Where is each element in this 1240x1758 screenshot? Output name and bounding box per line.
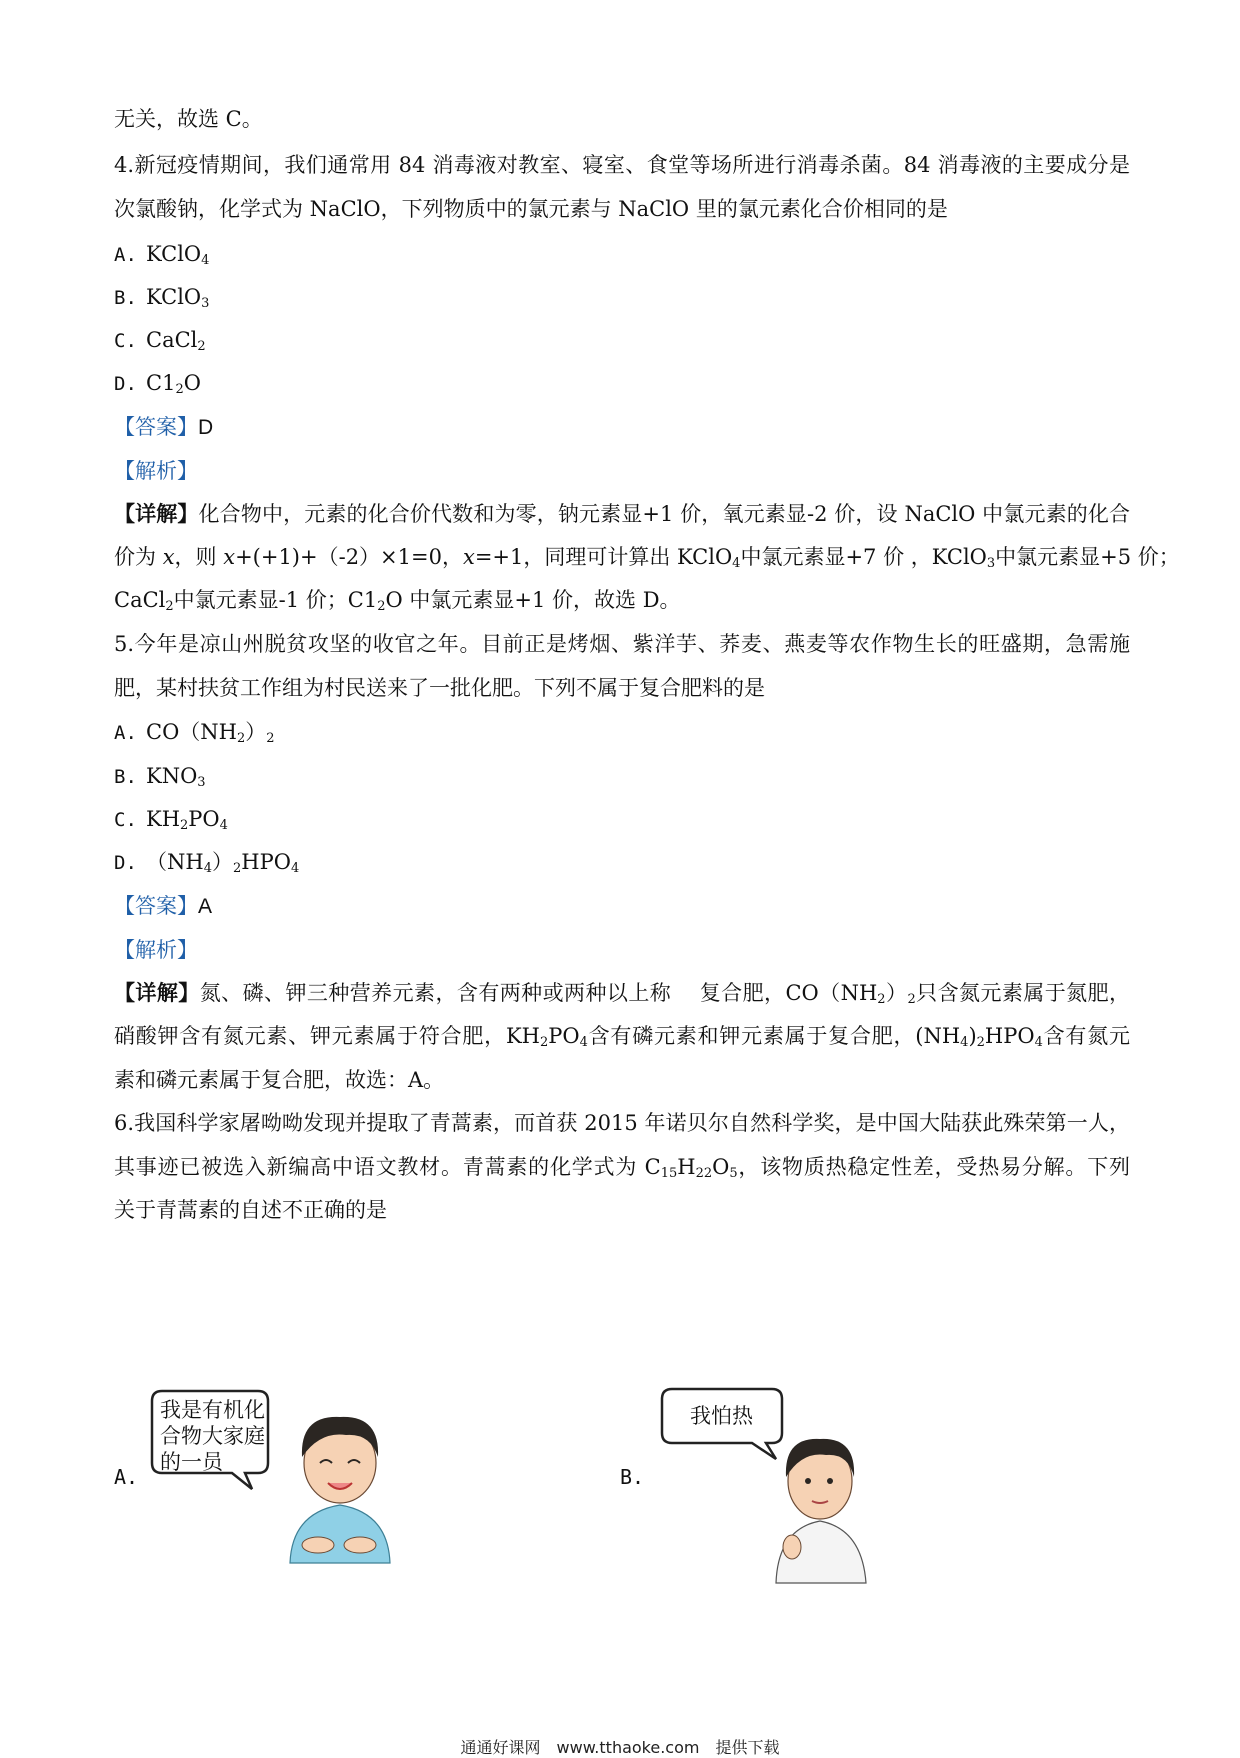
bubble-text-line-3: 的一员 bbox=[160, 1450, 223, 1474]
text: 价为 bbox=[114, 545, 163, 569]
option-letter: D. bbox=[114, 373, 137, 395]
subscript: 4 bbox=[1034, 1035, 1043, 1050]
detail-tag: 【详解】 bbox=[114, 501, 199, 526]
text: 只含氮元素属于氮肥， bbox=[915, 981, 1131, 1005]
subscript: 2 bbox=[907, 992, 916, 1007]
subscript: 4 bbox=[290, 861, 300, 876]
subscript: 2 bbox=[175, 382, 184, 397]
text: 含有磷元素和钾元素属于复合肥，(NH bbox=[587, 1024, 961, 1048]
subscript: 4 bbox=[579, 1035, 588, 1050]
formula: KH bbox=[146, 807, 181, 831]
bubble-text: 我怕热 bbox=[690, 1404, 753, 1428]
formula: KNO bbox=[146, 764, 198, 788]
text: +(+1)+（-2）×1=0， bbox=[235, 545, 463, 569]
detail-text: 化合物中，元素的化合价代数和为零，钠元素显+1 价，氧元素显-2 价，设 NaClO 中氯元素的化合 bbox=[198, 502, 1130, 526]
q4-option-d bbox=[114, 368, 201, 399]
q5-detail-line-2 bbox=[114, 1021, 1130, 1051]
text: ，则 bbox=[174, 545, 224, 569]
q5-option-d bbox=[114, 847, 299, 878]
formula: ） bbox=[245, 720, 267, 744]
q5-detail-line-1 bbox=[114, 978, 1130, 1008]
subscript: 4 bbox=[219, 818, 228, 833]
subscript: 2 bbox=[877, 992, 886, 1007]
subscript: 4 bbox=[732, 556, 741, 571]
illustration-b-label: B. bbox=[620, 1465, 645, 1489]
text: 含有氮元 bbox=[1042, 1024, 1130, 1048]
text: 中氯元素显+5 价； bbox=[995, 545, 1180, 569]
text: ，该物质热稳定性差，受热易分解。下列 bbox=[737, 1155, 1130, 1179]
q5-answer bbox=[114, 891, 212, 922]
text: HPO bbox=[984, 1024, 1035, 1048]
variable: x bbox=[462, 545, 475, 569]
subscript: 15 bbox=[660, 1166, 678, 1181]
option-letter: B. bbox=[114, 287, 137, 309]
text: 中氯元素显-1 价；C1 bbox=[173, 588, 378, 612]
boy-shirt bbox=[290, 1505, 390, 1563]
question-6-stem-line-3: 关于青蒿素的自述不正确的是 bbox=[114, 1198, 387, 1222]
text: 其事迹已被选入新编高中语文教材。青蒿素的化学式为 C bbox=[114, 1155, 661, 1179]
subscript: 22 bbox=[695, 1166, 713, 1181]
subscript: 2 bbox=[236, 731, 246, 746]
subscript: 2 bbox=[266, 731, 275, 746]
q5-analysis-tag: 【解析】 bbox=[114, 938, 198, 962]
page-footer: 通通好课网 www.tthaoke.com 提供下载 bbox=[460, 1738, 780, 1757]
question-5-stem-line-1: 5.今年是凉山州脱贫攻坚的收官之年。目前正是烤烟、紫洋芋、荞麦、燕麦等农作物生长的旺盛期，急需施 bbox=[114, 632, 1130, 656]
text: ) bbox=[968, 1024, 977, 1048]
q4-answer bbox=[114, 412, 213, 443]
formula: O bbox=[183, 371, 201, 395]
subscript: 5 bbox=[729, 1166, 738, 1181]
q5-option-a bbox=[114, 717, 275, 748]
variable: x bbox=[162, 545, 175, 569]
subscript: 2 bbox=[539, 1035, 549, 1050]
subscript: 2 bbox=[232, 861, 242, 876]
q4-detail-line-2 bbox=[114, 542, 1180, 572]
subscript: 3 bbox=[986, 556, 996, 571]
text: 氮、磷、钾三种营养元素，含有两种或两种以上称 复合肥，CO（NH bbox=[199, 981, 878, 1005]
bubble-text-line-2: 合物大家庭 bbox=[160, 1424, 265, 1448]
subscript: 2 bbox=[180, 818, 189, 833]
option-letter: C. bbox=[114, 809, 137, 831]
detail-tag: 【详解】 bbox=[114, 980, 200, 1005]
question-6-stem-line-1: 6.我国科学家屠呦呦发现并提取了青蒿素，而首获 2015 年诺贝尔自然科学奖，是中国大陆获此殊荣第一人， bbox=[114, 1111, 1130, 1135]
subscript: 3 bbox=[197, 775, 206, 790]
formula: CaCl bbox=[146, 328, 198, 352]
formula: KClO bbox=[146, 242, 202, 266]
q4-detail-line-1 bbox=[114, 499, 1130, 529]
illustration-a-boy-speech bbox=[150, 1385, 400, 1565]
q5-option-b bbox=[114, 761, 206, 792]
subscript: 4 bbox=[201, 253, 210, 268]
subscript: 2 bbox=[377, 599, 386, 614]
subscript: 4 bbox=[203, 861, 212, 876]
formula: C1 bbox=[146, 371, 176, 395]
subscript: 2 bbox=[197, 339, 206, 354]
text: PO bbox=[548, 1024, 580, 1048]
option-letter: A. bbox=[114, 244, 137, 266]
text: O 中氯元素显+1 价，故选 D。 bbox=[385, 588, 681, 612]
subscript: 2 bbox=[976, 1035, 985, 1050]
question-4-stem-line-2: 次氯酸钠，化学式为 NaClO，下列物质中的氯元素与 NaClO 里的氯元素化合价相同的是 bbox=[114, 197, 948, 221]
subscript: 2 bbox=[165, 599, 174, 614]
text: O bbox=[712, 1155, 730, 1179]
q4-detail-line-3 bbox=[114, 585, 681, 615]
text: =+1，同理可计算出 KClO bbox=[474, 545, 733, 569]
q5-option-c bbox=[114, 804, 228, 835]
text-line: 无关，故选 C。 bbox=[114, 107, 263, 131]
formula: KClO bbox=[146, 285, 202, 309]
q4-analysis-tag: 【解析】 bbox=[114, 459, 198, 483]
formula: PO bbox=[188, 807, 220, 831]
q4-option-a bbox=[114, 239, 209, 270]
question-4-stem-line-1: 4.新冠疫情期间，我们通常用 84 消毒液对教室、寝室、食堂等场所进行消毒杀菌。84 消毒液的主要成分是 bbox=[114, 153, 1130, 177]
answer-value: D bbox=[198, 416, 214, 439]
text: 硝酸钾含有氮元素、钾元素属于符合肥，KH bbox=[114, 1024, 540, 1048]
option-letter: A. bbox=[114, 722, 137, 744]
text: CaCl bbox=[114, 588, 166, 612]
illustration-a-label: A. bbox=[114, 1465, 139, 1489]
answer-tag: 【答案】 bbox=[114, 415, 198, 439]
option-letter: D. bbox=[114, 852, 137, 874]
question-5-stem-line-2: 肥，某村扶贫工作组为村民送来了一批化肥。下列不属于复合肥料的是 bbox=[114, 676, 765, 700]
formula: ） bbox=[211, 850, 233, 874]
text: H bbox=[677, 1155, 696, 1179]
variable: x bbox=[223, 545, 236, 569]
answer-tag: 【答案】 bbox=[114, 894, 198, 918]
q4-option-b bbox=[114, 282, 209, 313]
formula: HPO bbox=[241, 850, 291, 874]
q5-detail-line-3: 素和磷元素属于复合肥，故选：A。 bbox=[114, 1068, 445, 1092]
text: ） bbox=[885, 981, 908, 1005]
option-letter: B. bbox=[114, 766, 137, 788]
answer-value: A bbox=[198, 895, 213, 918]
text: 中氯元素显+7 价 ，KClO bbox=[740, 545, 987, 569]
subscript: 4 bbox=[960, 1035, 969, 1050]
question-6-stem-line-2 bbox=[114, 1152, 1130, 1182]
option-letter: C. bbox=[114, 330, 137, 352]
subscript: 3 bbox=[201, 296, 210, 311]
formula: （NH bbox=[146, 850, 204, 874]
illustration-b-boy-speech bbox=[660, 1385, 900, 1585]
formula: CO（NH bbox=[146, 720, 237, 744]
q4-option-c bbox=[114, 325, 206, 356]
bubble-text-line-1: 我是有机化 bbox=[160, 1398, 265, 1422]
